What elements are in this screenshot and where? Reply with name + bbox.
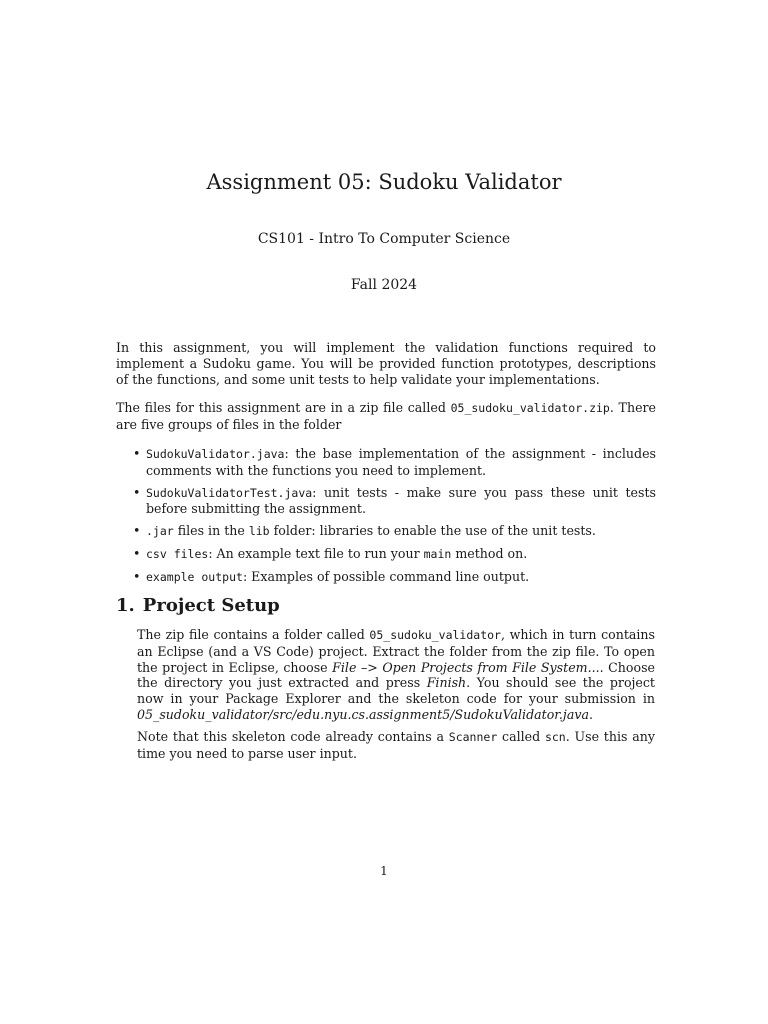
finish-label: Finish bbox=[426, 675, 467, 691]
course-name: CS101 - Intro To Computer Science bbox=[257, 231, 511, 247]
file-desc: method on. bbox=[451, 545, 528, 561]
intro-section bbox=[116, 340, 656, 592]
file-desc: : the base implementation of the assignment - includes comments with the functions you need to implement. bbox=[146, 445, 656, 478]
scanner-var: scn bbox=[544, 729, 566, 744]
scanner-paragraph bbox=[137, 729, 655, 762]
file-groups-list bbox=[116, 446, 656, 586]
bullet-icon: • bbox=[133, 484, 141, 500]
intro-paragraph: In this assignment, you will implement the validation functions required to implement a Sudoku game. You will be provided function prototypes, descriptions of the functions, and some unit tests to help validate your implementations. bbox=[116, 340, 656, 387]
term-date: Fall 2024 bbox=[350, 277, 418, 293]
list-item bbox=[133, 484, 656, 518]
bullet-icon: • bbox=[133, 545, 141, 561]
files-text-after: . There are five groups of files in the folder bbox=[116, 400, 656, 433]
list-item bbox=[133, 545, 656, 563]
zip-filename: 05_sudoku_validator.zip bbox=[450, 401, 610, 416]
file-code: csv files bbox=[146, 546, 209, 561]
document-title: Assignment 05: Sudoku Validator bbox=[206, 170, 562, 194]
bullet-icon: • bbox=[133, 445, 141, 461]
file-code: example output bbox=[146, 569, 243, 584]
files-paragraph bbox=[116, 400, 656, 433]
files-text-before: The files for this assignment are in a zip file called bbox=[116, 400, 451, 416]
file-code: SudokuValidator.java bbox=[146, 446, 285, 461]
folder-name: 05_sudoku_validator bbox=[369, 628, 501, 642]
scanner-class: Scanner bbox=[448, 729, 498, 744]
setup-text: . bbox=[588, 706, 593, 722]
setup-paragraph bbox=[137, 627, 655, 723]
file-desc: : An example text file to run your bbox=[208, 545, 424, 561]
scanner-text: called bbox=[497, 728, 545, 744]
section-title: Project Setup bbox=[142, 595, 280, 616]
bullet-icon: • bbox=[133, 523, 141, 539]
source-path: 05_sudoku_validator/src/edu.nyu.cs.assignment5/SudokuValidator.java bbox=[137, 706, 589, 722]
setup-text: . You should see the project now in your Package Explorer and the skeleton code for your submission in bbox=[137, 675, 655, 707]
menu-path: File –> Open Projects from File System... bbox=[332, 659, 600, 675]
scanner-text: . Use this any time you need to parse user input. bbox=[137, 728, 655, 761]
setup-text: The zip file contains a folder called bbox=[137, 627, 370, 642]
scanner-text: Note that this skeleton code already contains a bbox=[137, 728, 449, 744]
file-desc: : unit tests - make sure you pass these unit tests before submitting the assignment. bbox=[146, 484, 656, 517]
list-item bbox=[133, 445, 656, 479]
section-number: 1. bbox=[116, 595, 135, 616]
page-number: 1 bbox=[380, 864, 388, 878]
file-code: lib bbox=[248, 524, 270, 539]
file-code: main bbox=[423, 546, 452, 561]
file-desc: folder: libraries to enable the use of the unit tests. bbox=[269, 523, 596, 539]
list-item bbox=[133, 523, 656, 540]
setup-text: , which in turn contains an Eclipse (and a VS Code) project. Extract the folder from the zip file. To open the project in Eclipse, choose bbox=[137, 627, 655, 675]
file-desc: files in the bbox=[173, 523, 249, 539]
file-desc: : Examples of possible command line output. bbox=[242, 568, 530, 584]
bullet-icon: • bbox=[133, 568, 141, 584]
file-code: SudokuValidatorTest.java bbox=[146, 485, 313, 500]
setup-text: . Choose the directory you just extracted and press bbox=[137, 659, 655, 691]
file-code: .jar bbox=[146, 524, 174, 539]
list-item bbox=[133, 568, 656, 586]
section-heading bbox=[116, 595, 280, 616]
section-body bbox=[137, 627, 655, 767]
